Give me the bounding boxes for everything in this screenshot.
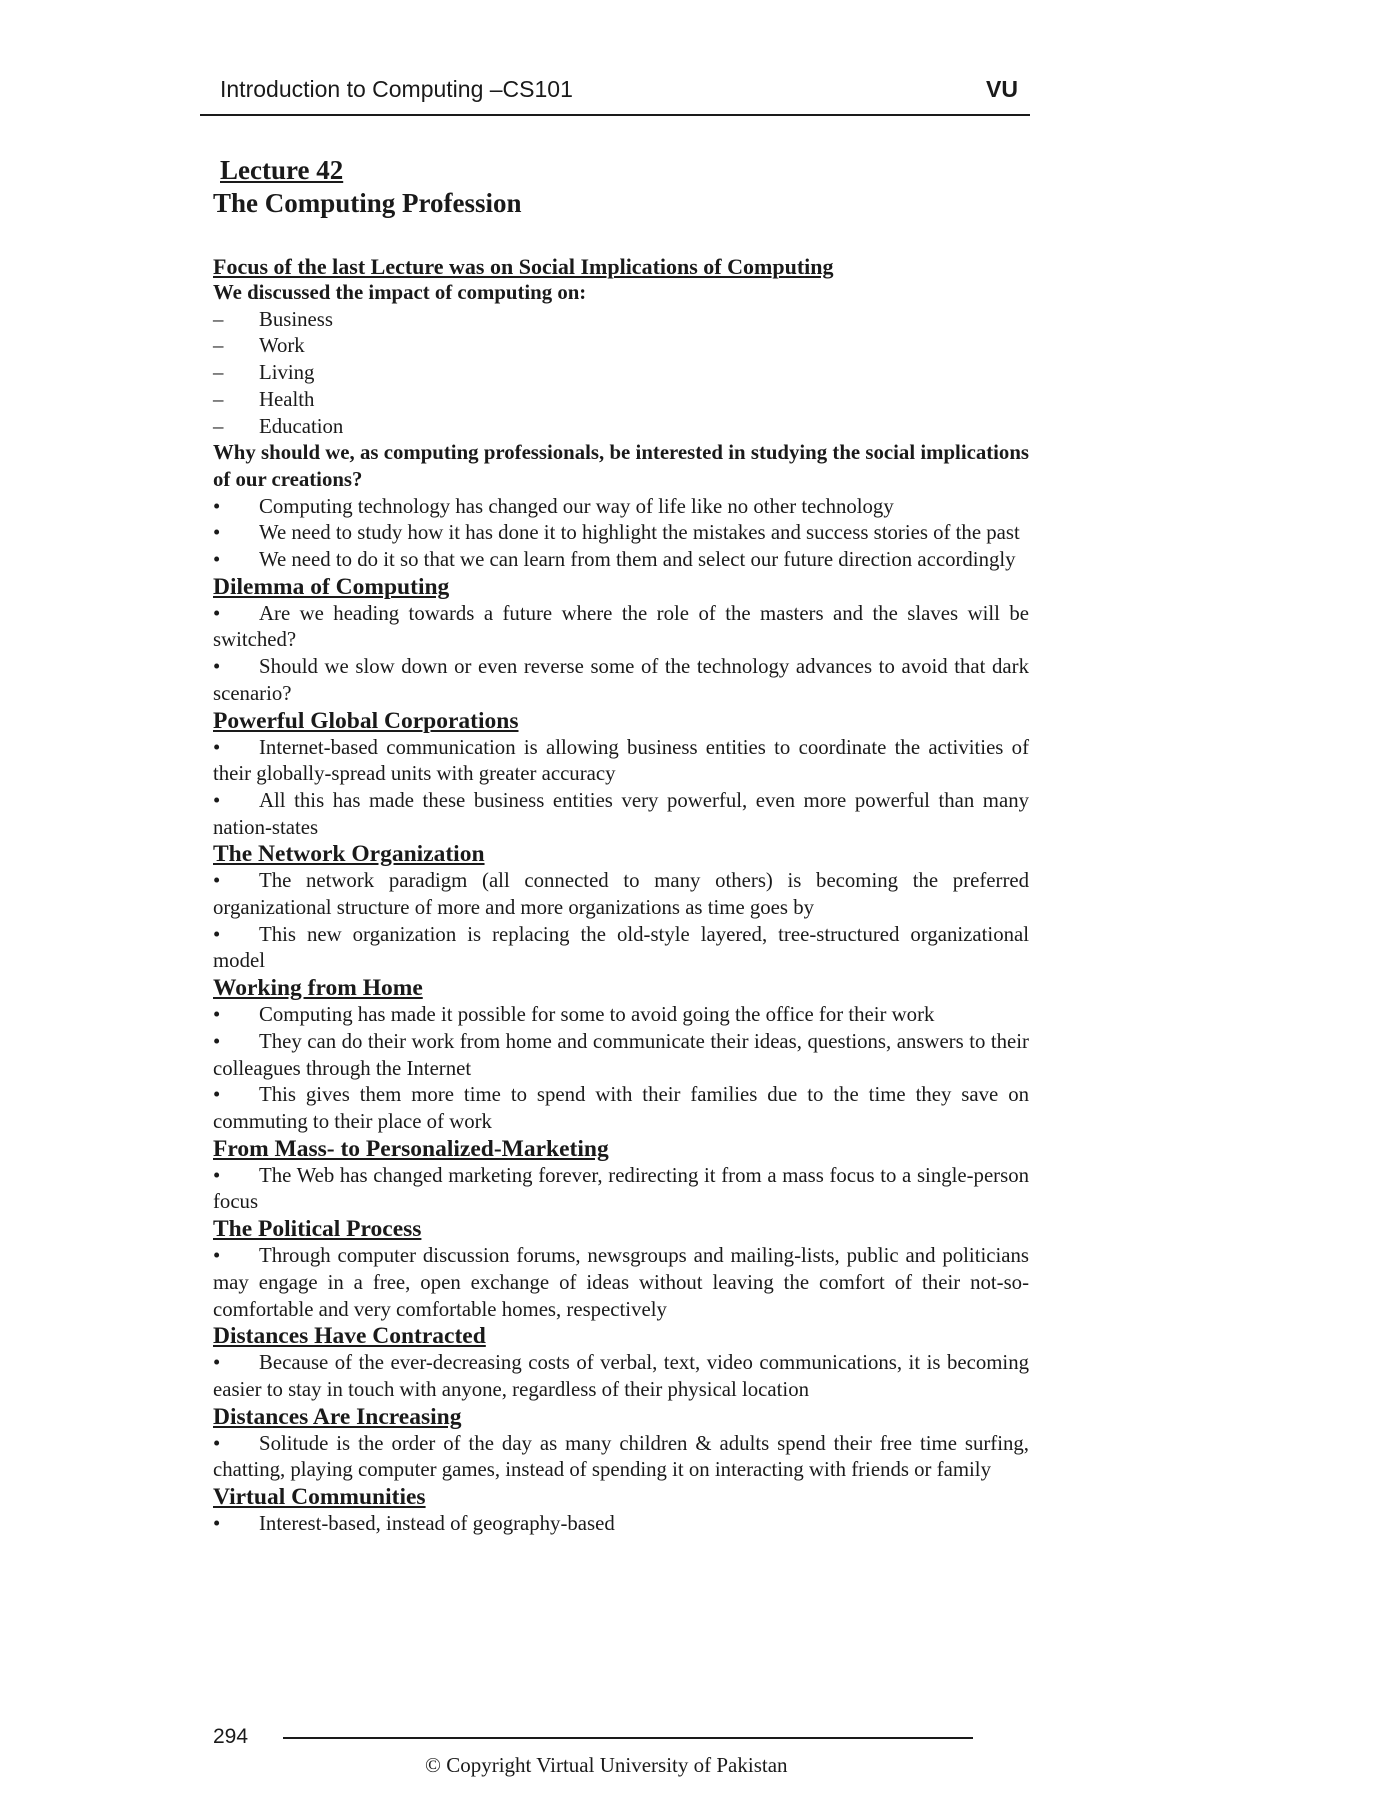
bullet-list-item: [213, 788, 1029, 841]
dash-list-item: [213, 414, 1029, 441]
section: [213, 1216, 1029, 1323]
bullet-list-item: [213, 1029, 1029, 1082]
list-item-text: They can do their work from home and communicate their ideas, questions, answers to their colleagues through the Internet: [213, 1029, 1029, 1080]
section-title: Working from Home: [213, 975, 423, 1002]
intro-question: Why should we, as computing professionals, be interested in studying the social implications of our creations?: [213, 441, 1029, 491]
course-title: Introduction to Computing –CS101: [220, 76, 573, 102]
list-marker: •: [213, 1431, 221, 1455]
bullet-list-item: [213, 601, 1029, 654]
list-marker: •: [213, 1029, 221, 1053]
list-marker: •: [213, 735, 221, 759]
bullet-list-item: [213, 654, 1029, 707]
section: [213, 1323, 1029, 1403]
dash-list-item: [213, 333, 1029, 360]
page-header: [200, 68, 1030, 116]
sections-container: [213, 574, 1029, 1538]
dash-list-item: [213, 387, 1029, 414]
list-item-text: Education: [259, 414, 344, 438]
section-title: Powerful Global Corporations: [213, 707, 519, 734]
list-item-text: Through computer discussion forums, newsgroups and mailing-lists, public and politicians may engage in a free, open exchange of ideas without leaving the comfort of their not-so-comfortable and very comfortable homes, respectively: [213, 1244, 1029, 1321]
page-number: 294: [213, 1725, 249, 1748]
list-marker: –: [213, 307, 224, 331]
list-marker: –: [213, 387, 224, 411]
intro-lead: We discussed the impact of computing on:: [213, 281, 587, 304]
bullet-list-item: [213, 494, 1029, 521]
section-title: Virtual Communities: [213, 1484, 426, 1511]
list-marker: •: [213, 788, 221, 812]
list-marker: –: [213, 334, 224, 358]
list-marker: •: [213, 1512, 221, 1536]
footer-divider: [283, 1737, 973, 1739]
section: [213, 1484, 1029, 1538]
list-marker: •: [213, 601, 221, 625]
list-item-text: Because of the ever-decreasing costs of verbal, text, video communications, it is becoming easier to stay in touch with anyone, regardless of their physical location: [213, 1351, 1029, 1401]
list-marker: –: [213, 361, 224, 385]
list-marker: •: [213, 922, 221, 946]
list-marker: –: [213, 414, 224, 438]
list-marker: •: [213, 1083, 221, 1107]
list-marker: •: [213, 869, 221, 893]
page-content: [213, 154, 1029, 1538]
list-marker: •: [213, 1244, 221, 1268]
bullet-list-item: [213, 922, 1029, 975]
list-item-text: Living: [259, 361, 315, 385]
section-title: From Mass- to Personalized-Marketing: [213, 1135, 609, 1162]
list-item-text: Should we slow down or even reverse some of the technology advances to avoid that dark scenario?: [213, 655, 1029, 705]
list-marker: •: [213, 655, 221, 679]
list-item-text: The Web has changed marketing forever, redirecting it from a mass focus to a single-person focus: [213, 1163, 1029, 1214]
list-item-text: This gives them more time to spend with their families due to the time they save on commuting to their place of work: [213, 1083, 1029, 1133]
list-item-text: Computing has made it possible for some to avoid going the office for their work: [259, 1003, 935, 1027]
list-item-text: Work: [259, 334, 305, 358]
copyright-notice: © Copyright Virtual University of Pakistan: [425, 1753, 788, 1777]
section: [213, 574, 1029, 708]
list-item-text: We need to do it so that we can learn from them and select our future direction accordingly: [259, 548, 1016, 572]
list-marker: •: [213, 548, 221, 572]
list-item-text: Health: [259, 387, 315, 411]
bullet-list-item: [213, 1163, 1029, 1216]
bullet-list-item: [213, 1350, 1029, 1403]
bullet-list-item: [213, 547, 1029, 574]
section-title: The Network Organization: [213, 841, 485, 868]
intro-bullet-list: [213, 494, 1029, 574]
dash-list-item: [213, 307, 1029, 334]
lecture-title: The Computing Profession: [213, 188, 522, 218]
bullet-list-item: [213, 1431, 1029, 1484]
university-logo-text: VU: [986, 76, 1018, 102]
bullet-list-item: [213, 1243, 1029, 1323]
bullet-list-item: [213, 1082, 1029, 1135]
list-item-text: The network paradigm (all connected to many others) is becoming the preferred organizational structure of more and more organizations as time goes by: [213, 869, 1029, 920]
lecture-number: Lecture 42: [220, 155, 344, 185]
list-item-text: We need to study how it has done it to highlight the mistakes and success stories of the past: [259, 521, 1020, 545]
section: [213, 975, 1029, 1136]
bullet-list-item: [213, 1511, 1029, 1538]
list-marker: •: [213, 1351, 221, 1375]
list-item-text: Internet-based communication is allowing business entities to coordinate the activities of their globally-spread units with greater accuracy: [213, 735, 1029, 786]
section-title: The Political Process: [213, 1216, 422, 1243]
bullet-list-item: [213, 1002, 1029, 1029]
list-item-text: This new organization is replacing the old-style layered, tree-structured organizational model: [213, 922, 1029, 973]
section: [213, 1136, 1029, 1216]
list-item-text: All this has made these business entities very powerful, even more powerful than many nation-states: [213, 788, 1029, 839]
list-marker: •: [213, 494, 221, 518]
section: [213, 708, 1029, 842]
section: [213, 841, 1029, 975]
section-title: Distances Are Increasing: [213, 1403, 462, 1430]
list-marker: •: [213, 521, 221, 545]
list-item-text: Business: [259, 307, 333, 331]
section: [213, 1404, 1029, 1484]
section-title: Dilemma of Computing: [213, 573, 450, 600]
list-marker: •: [213, 1163, 221, 1187]
spacer: [213, 220, 1029, 253]
bullet-list-item: [213, 520, 1029, 547]
intro-section-title: Focus of the last Lecture was on Social Implications of Computing: [213, 254, 834, 279]
list-item-text: Are we heading towards a future where the role of the masters and the slaves will be switched?: [213, 601, 1029, 652]
list-marker: •: [213, 1003, 221, 1027]
list-item-text: Interest-based, instead of geography-based: [259, 1512, 615, 1536]
intro-dash-list: [213, 307, 1029, 441]
bullet-list-item: [213, 868, 1029, 921]
list-item-text: Computing technology has changed our way of life like no other technology: [259, 494, 894, 518]
dash-list-item: [213, 360, 1029, 387]
bullet-list-item: [213, 735, 1029, 788]
list-item-text: Solitude is the order of the day as many children & adults spend their free time surfing, chatting, playing computer games, instead of spending it on interacting with friends or family: [213, 1431, 1029, 1482]
section-title: Distances Have Contracted: [213, 1323, 486, 1350]
